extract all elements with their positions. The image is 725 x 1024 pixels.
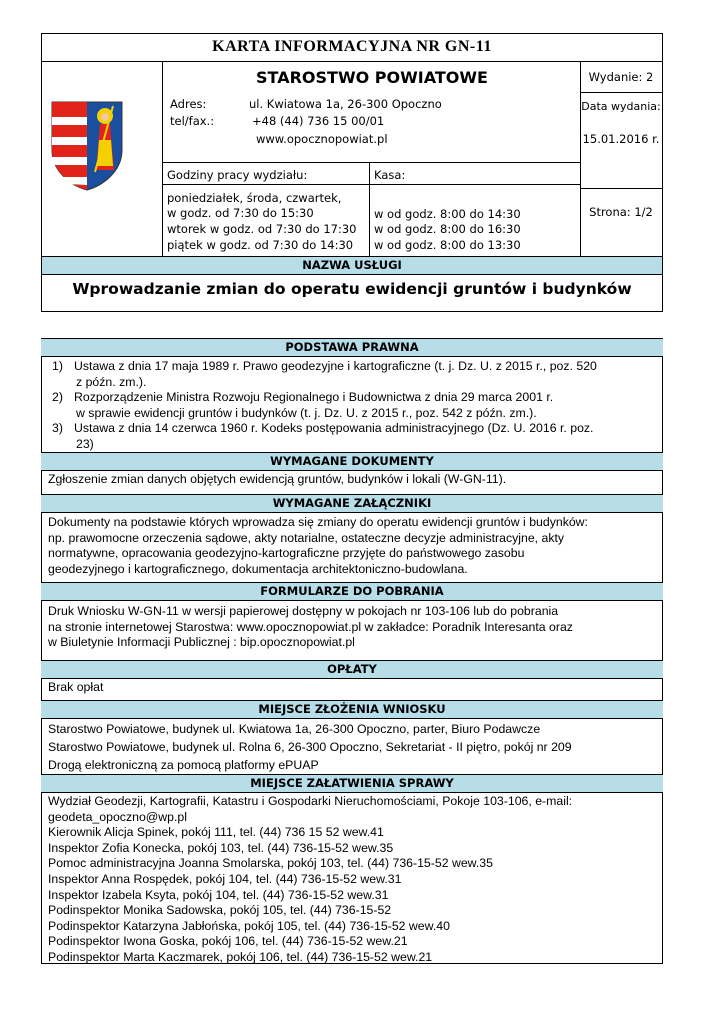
section-title-submit-place: MIEJSCE ZŁOŻENIA WNIOSKU xyxy=(41,700,663,719)
item-text: z późn. zm.). xyxy=(76,374,147,389)
issue-date-label: Data wydania: xyxy=(581,100,661,113)
divider xyxy=(162,61,163,257)
staff-line: Kierownik Alicja Spinek, pokój 111, tel. (44) 736 15 52 wew.41 xyxy=(48,825,384,840)
fees-text: Brak opłat xyxy=(48,680,104,694)
legal-basis-list xyxy=(52,359,597,453)
divider xyxy=(580,188,662,189)
section-title-attachments: WYMAGANE ZAŁĄCZNIKI xyxy=(41,494,663,513)
section-title-required-docs: WYMAGANE DOKUMENTY xyxy=(41,452,663,471)
text-line: Starostwo Powiatowe, budynek ul. Kwiatowa 1a, 26-300 Opoczno, parter, Biuro Podawcze xyxy=(48,722,541,736)
text-line: Dokumenty na podstawie których wprowadza się zmiany do operatu ewidencji gruntów i budynków: xyxy=(48,515,588,529)
text-line: na stronie internetowej Starostwa: www.opocznopowiat.pl w zakładce: Poradnik Interesanta oraz xyxy=(48,619,573,634)
text-line: geodezyjnego i kartograficznego, dokumentacja architektoniczno-budowlana. xyxy=(48,561,468,576)
submit-place-text xyxy=(48,720,572,774)
header-card xyxy=(41,33,663,312)
hours-line: piątek w godz. od 7:30 do 14:30 xyxy=(167,238,354,252)
address-label: Adres: xyxy=(170,97,207,111)
item-text: w sprawie ewidencji gruntów i budynków (t. j. Dz. U. z 2015 r., poz. 542 z późn. zm.). xyxy=(76,405,537,420)
hours-line: w godz. od 7:30 do 15:30 xyxy=(167,206,314,220)
phone-value: +48 (44) 736 15 00/01 xyxy=(252,114,385,128)
section-title-forms: FORMULARZE DO POBRANIA xyxy=(41,582,663,601)
text-line: Drogą elektroniczną za pomocą platformy ePUAP xyxy=(48,758,319,772)
list-item xyxy=(52,359,597,375)
text-line: w Biuletynie Informacji Publicznej : bip.opocznopowiat.pl xyxy=(48,635,355,650)
forms-text xyxy=(48,604,573,651)
text-line: Wydział Geodezji, Kartografii, Katastru i Gospodarki Nieruchomościami, Pokoje 103-106, e-mail: xyxy=(48,794,573,808)
service-label: NAZWA USŁUGI xyxy=(42,256,662,275)
staff-line: Podinspektor Monika Sadowska, pokój 105, tel. (44) 736-15-52 xyxy=(48,903,392,918)
staff-line: Podinspektor Iwona Goska, pokój 106, tel. (44) 736-15-52 wew.21 xyxy=(48,934,408,949)
text-line: np. prawomocne orzeczenia sądowe, akty notarialne, ostateczne decyzje administracyjne, akty xyxy=(48,530,565,545)
staff-line: Inspektor Izabela Ksyta, pokój 104, tel. (44) 736-15-52 wew.31 xyxy=(48,887,389,902)
section-title-handling-place: MIEJSCE ZAŁATWIENIA SPRAWY xyxy=(41,774,663,793)
staff-line: Podinspektor Marta Kaczmarek, pokój 106, tel. (44) 736-15-52 wew.21 xyxy=(48,949,433,964)
divider xyxy=(42,61,662,62)
card-title: KARTA INFORMACYJNA NR GN-11 xyxy=(212,38,492,55)
text-line: Druk Wniosku W-GN-11 w wersji papierowej dostępny w pokojach nr 103-106 lub do pobrania xyxy=(48,604,559,618)
section-title-fees: OPŁATY xyxy=(41,660,663,679)
divider xyxy=(162,162,580,163)
cash-hours-line: w od godz. 8:00 do 13:30 xyxy=(374,238,521,252)
hours-line: poniedziałek, środa, czwartek, xyxy=(167,191,342,205)
item-text: Rozporządzenie Ministra Rozwoju Regionalnego i Budownictwa z dnia 29 marca 2001 r. xyxy=(74,390,554,405)
cash-hours-line: w od godz. 8:00 do 14:30 xyxy=(374,207,521,221)
item-number: 3) xyxy=(52,421,63,436)
office-name: STAROSTWO POWIATOWE xyxy=(256,68,488,87)
phone-label: tel/fax.: xyxy=(170,114,215,128)
section-title-legal-basis: PODSTAWA PRAWNA xyxy=(41,338,663,357)
item-number: 2) xyxy=(52,390,63,405)
coat-of-arms-icon xyxy=(50,100,124,192)
hours-label: Godziny pracy wydziału: xyxy=(167,168,308,182)
item-text: Ustawa z dnia 17 maja 1989 r. Prawo geodezyjne i kartograficzne (t. j. Dz. U. z 2015 r., poz. 520 xyxy=(74,359,597,373)
cash-label: Kasa: xyxy=(374,168,406,182)
cash-hours-line: w od godz. 8:00 do 16:30 xyxy=(374,222,521,236)
page-number: Strona: 1/2 xyxy=(589,205,653,219)
email-link[interactable]: geodeta_opoczno@wp.pl xyxy=(48,809,187,824)
service-name: Wprowadzanie zmian do operatu ewidencji gruntów i budynków xyxy=(72,280,632,298)
staff-line: Inspektor Zofia Konecka, pokój 103, tel. (44) 736-15-52 wew.35 xyxy=(48,840,394,855)
edition: Wydanie: 2 xyxy=(588,70,654,84)
handling-place-text xyxy=(48,794,572,966)
staff-line: Podinspektor Katarzyna Jabłońska, pokój 105, tel. (44) 736-15-52 wew.40 xyxy=(48,918,450,933)
divider xyxy=(162,184,580,185)
text-line: normatywne, opracowania geodezyjno-kartograficzne przyjęte do państwowego zasobu xyxy=(48,546,525,561)
text-line: Starostwo Powiatowe, budynek ul. Rolna 6, 26-300 Opoczno, Sekretariat - II piętro, pokój nr 209 xyxy=(48,740,572,754)
address-value: ul. Kwiatowa 1a, 26-300 Opoczno xyxy=(249,97,442,111)
item-number: 1) xyxy=(52,359,63,373)
hours-line: wtorek w godz. od 7:30 do 17:30 xyxy=(167,222,357,236)
list-item xyxy=(52,421,597,437)
required-docs-text: Zgłoszenie zmian danych objętych ewidencją gruntów, budynków i lokali (W-GN-11). xyxy=(48,472,507,486)
divider xyxy=(580,92,662,93)
item-text: 23) xyxy=(76,436,94,451)
website-link[interactable]: www.opocznopowiat.pl xyxy=(256,132,388,146)
staff-line: Pomoc administracyjna Joanna Smolarska, pokój 103, tel. (44) 736-15-52 wew.35 xyxy=(48,856,493,871)
divider xyxy=(369,162,370,257)
item-text: Ustawa z dnia 14 czerwca 1960 r. Kodeks postępowania administracyjnego (Dz. U. 2016 r. poz. xyxy=(74,421,594,436)
divider xyxy=(580,61,581,257)
issue-date: 15.01.2016 r. xyxy=(582,132,660,146)
staff-line: Inspektor Anna Rospędek, pokój 104, tel. (44) 736-15-52 wew.31 xyxy=(48,871,402,886)
list-item xyxy=(52,390,597,406)
attachments-text xyxy=(48,515,588,577)
